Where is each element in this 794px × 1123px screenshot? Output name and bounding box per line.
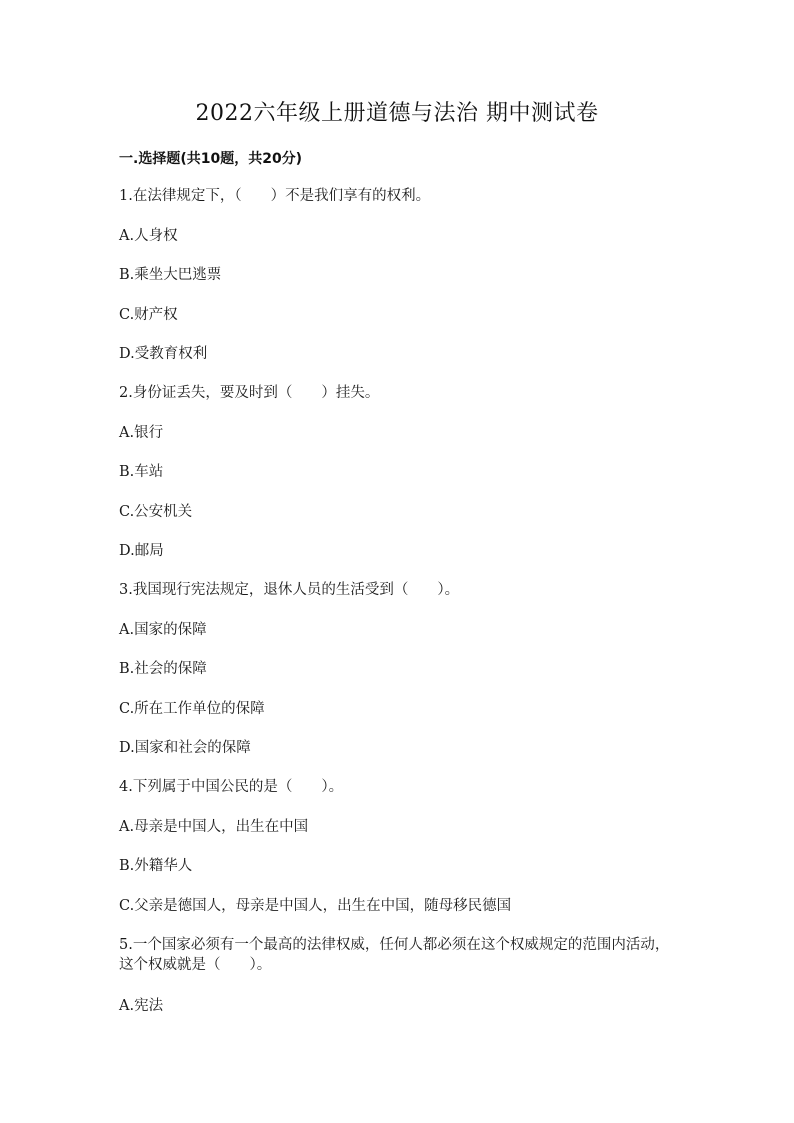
- question-1-stem: 1.在法律规定下，（ ）不是我们享有的权利。: [119, 188, 431, 204]
- page-title: 2022六年级上册道德与法治 期中测试卷: [195, 101, 599, 126]
- question-3-option-a: A.国家的保障: [119, 622, 207, 638]
- question-3-option-d: D.国家和社会的保障: [119, 740, 251, 756]
- question-1-option-b: B.乘坐大巴逃票: [119, 267, 222, 283]
- question-1-option-c: C.财产权: [119, 307, 178, 323]
- question-2-option-c: C.公安机关: [119, 504, 193, 520]
- question-1-option-d: D.受教育权利: [119, 346, 208, 362]
- section-heading: 一.选择题(共10题，共20分): [119, 151, 303, 167]
- question-4-stem: 4.下列属于中国公民的是（ ）。: [119, 779, 344, 795]
- question-5-option-a: A.宪法: [119, 998, 164, 1014]
- question-2-option-d: D.邮局: [119, 543, 164, 559]
- question-3-option-c: C.所在工作单位的保障: [119, 701, 265, 717]
- question-1-option-a: A.人身权: [119, 228, 178, 244]
- question-4-option-b: B.外籍华人: [119, 858, 193, 874]
- question-3-option-b: B.社会的保障: [119, 661, 207, 677]
- question-4-option-a: A.母亲是中国人，出生在中国: [119, 819, 309, 835]
- question-2-option-a: A.银行: [119, 425, 164, 441]
- question-2-option-b: B.车站: [119, 464, 164, 480]
- question-2-stem: 2.身份证丢失，要及时到（ ）挂失。: [119, 385, 380, 401]
- question-3-stem: 3.我国现行宪法规定，退休人员的生活受到（ ）。: [119, 582, 460, 598]
- question-5-stem: 5.一个国家必须有一个最高的法律权威，任何人都必须在这个权威规定的范围内活动，这个权威就是（ ）。: [119, 937, 670, 973]
- question-4-option-c: C.父亲是德国人，母亲是中国人，出生在中国，随母移民德国: [119, 898, 512, 914]
